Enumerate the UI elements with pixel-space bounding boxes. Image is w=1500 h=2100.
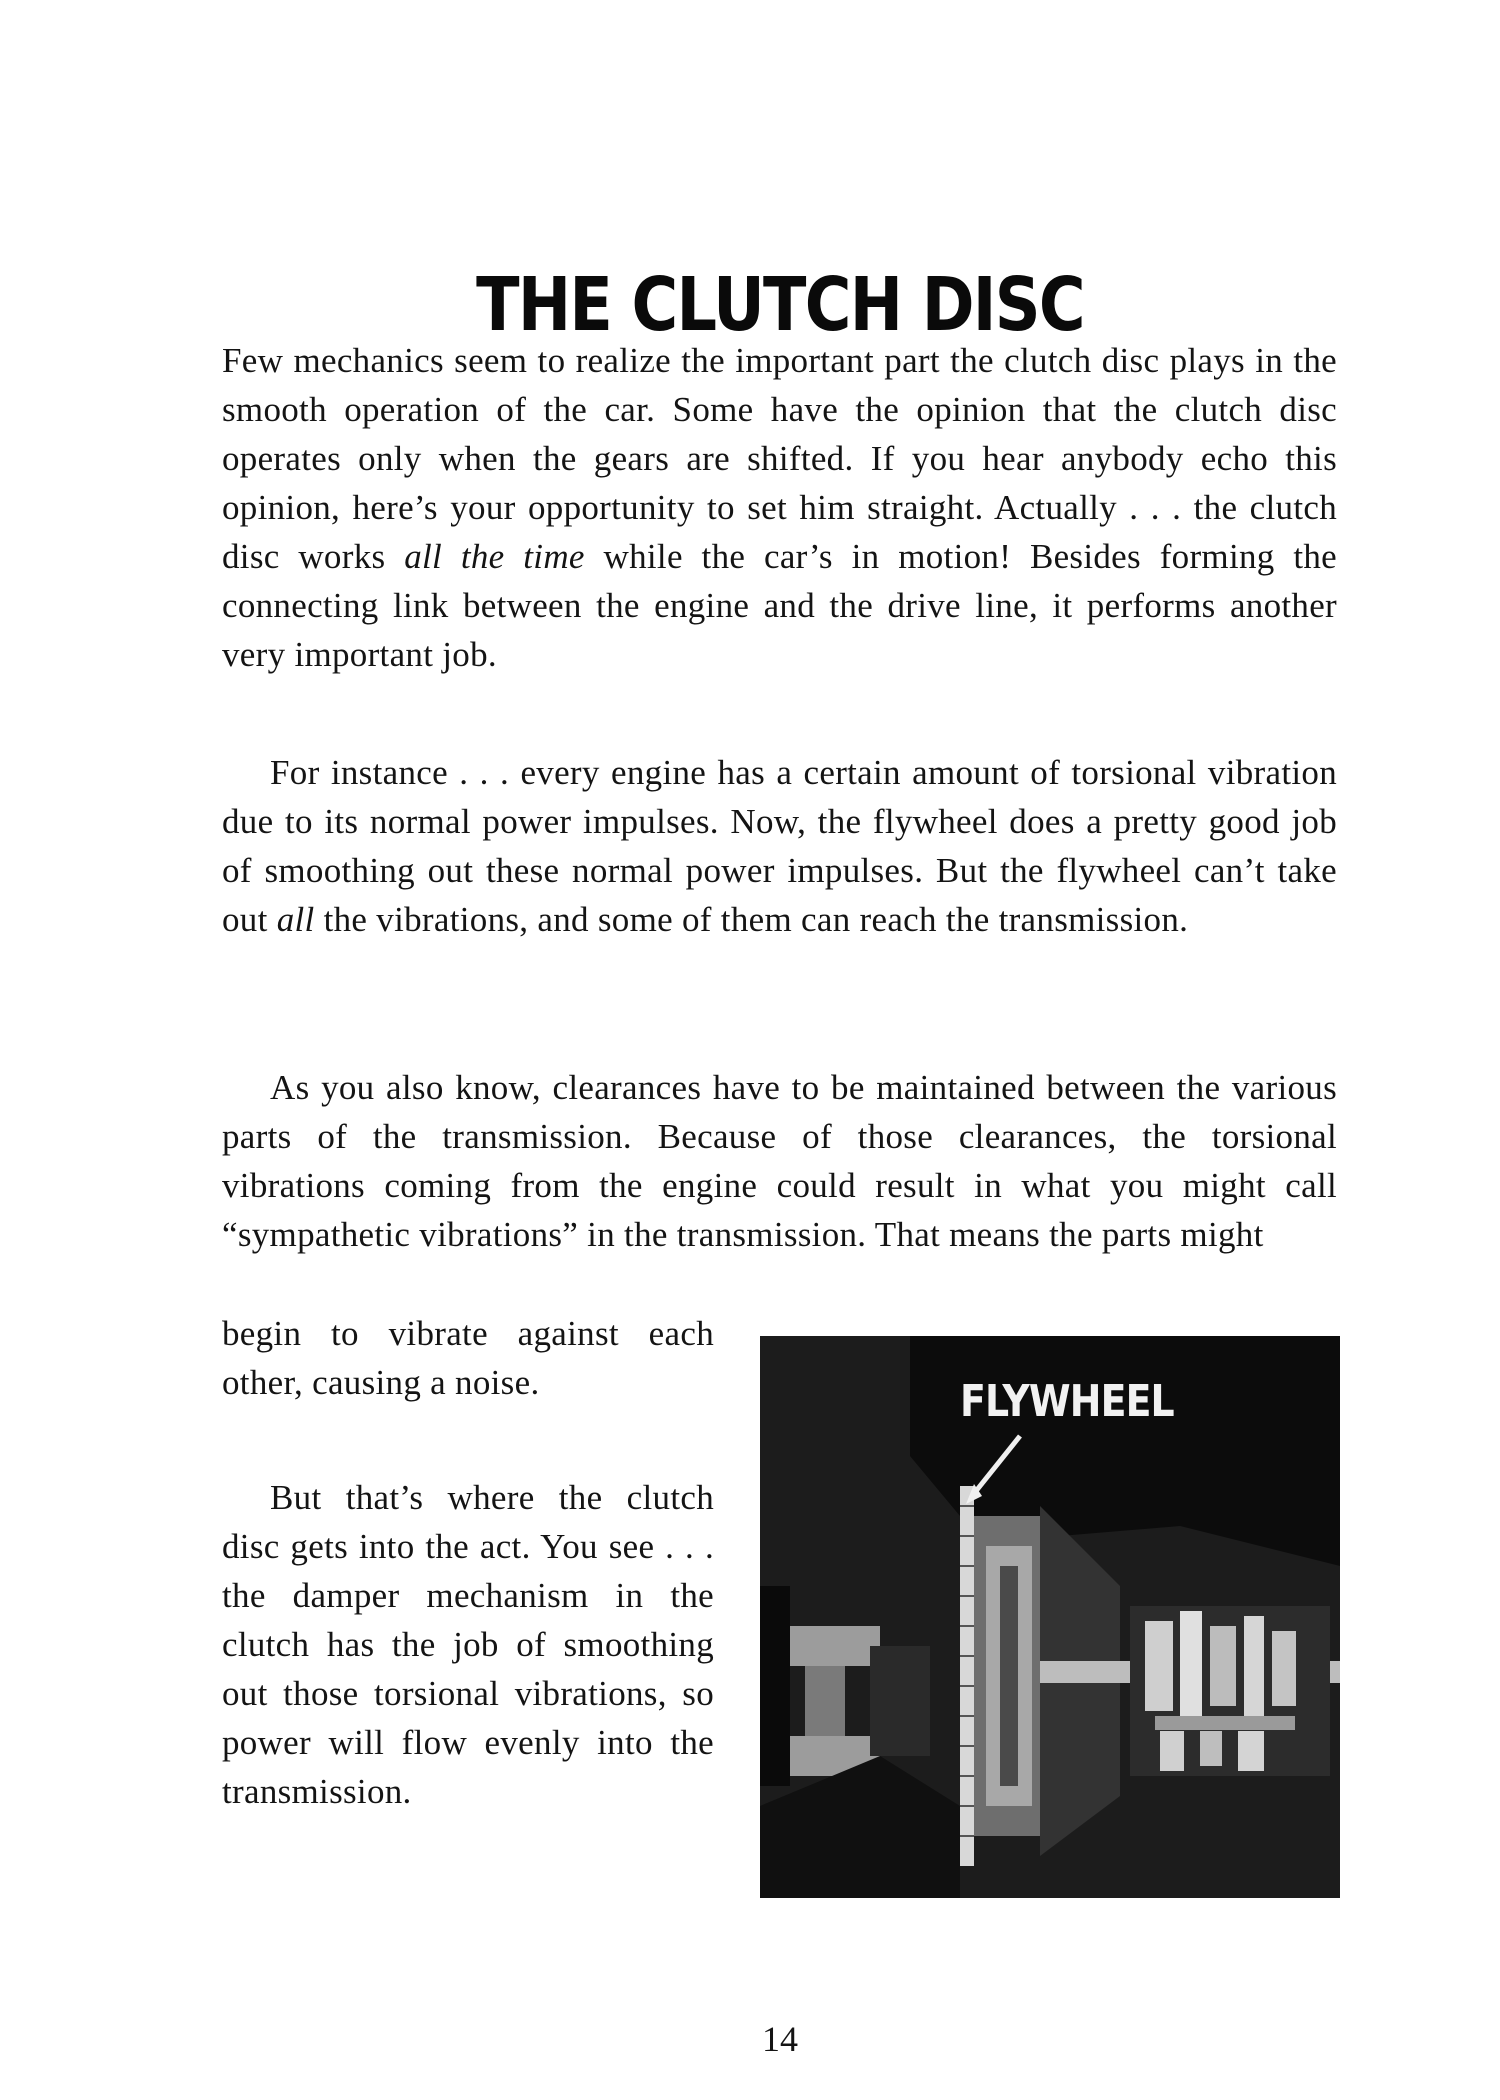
paragraph-3-continued: begin to vibrate against each other, causing a noise.: [222, 1314, 714, 1402]
paragraph-1-emphasis: all the time: [404, 537, 585, 576]
paragraph-2-emphasis: all: [276, 900, 315, 939]
page-number: 14: [762, 2019, 798, 2059]
paragraph-3: As you also know, clearances have to be maintained between the various parts of the transmission. Because of those clearances, the torsional vibrations coming from the engine could result in what you might call “sympathetic vibrations” in the transmission. That means the parts might: [222, 1068, 1337, 1254]
paragraph-1-text-b: while the car’s in motion! Besides forming the connecting link between the engine and the drive line, it performs another very important job.: [222, 537, 1338, 674]
paragraph-4: But that’s where the clutch disc gets into the act. You see . . . the damper mechanism in the clutch has the job of smoothing out those torsional vibrations, so power will flow evenly into the transmission.: [222, 1478, 714, 1811]
paragraph-2-text-b: the vibrations, and some of them can reach the transmission.: [314, 900, 1189, 939]
paragraph-2-text-a: For instance . . . every engine has a certain amount of torsional vibration due to its normal power impulses. Now, the flywheel does a pretty good job of smoothing out these normal power impulses. But the flywheel can’t take out: [222, 753, 1337, 939]
paragraph-2: [222, 748, 1337, 944]
paragraph-1-text-a: Few mechanics seem to realize the important part the clutch disc plays in the smooth operation of the car. Some have the opinion that the clutch disc operates only when the gears are shifted. If you hear anybody echo this opinion, here’s your opportunity to set him straight. Actually . . . the clutch disc works: [222, 341, 1337, 576]
paragraph-1: [222, 336, 1337, 679]
page-title: THE CLUTCH DISC: [476, 261, 1084, 348]
flywheel-illustration: [760, 1336, 1340, 1898]
flywheel-label: FLYWHEEL: [960, 1376, 1174, 1427]
